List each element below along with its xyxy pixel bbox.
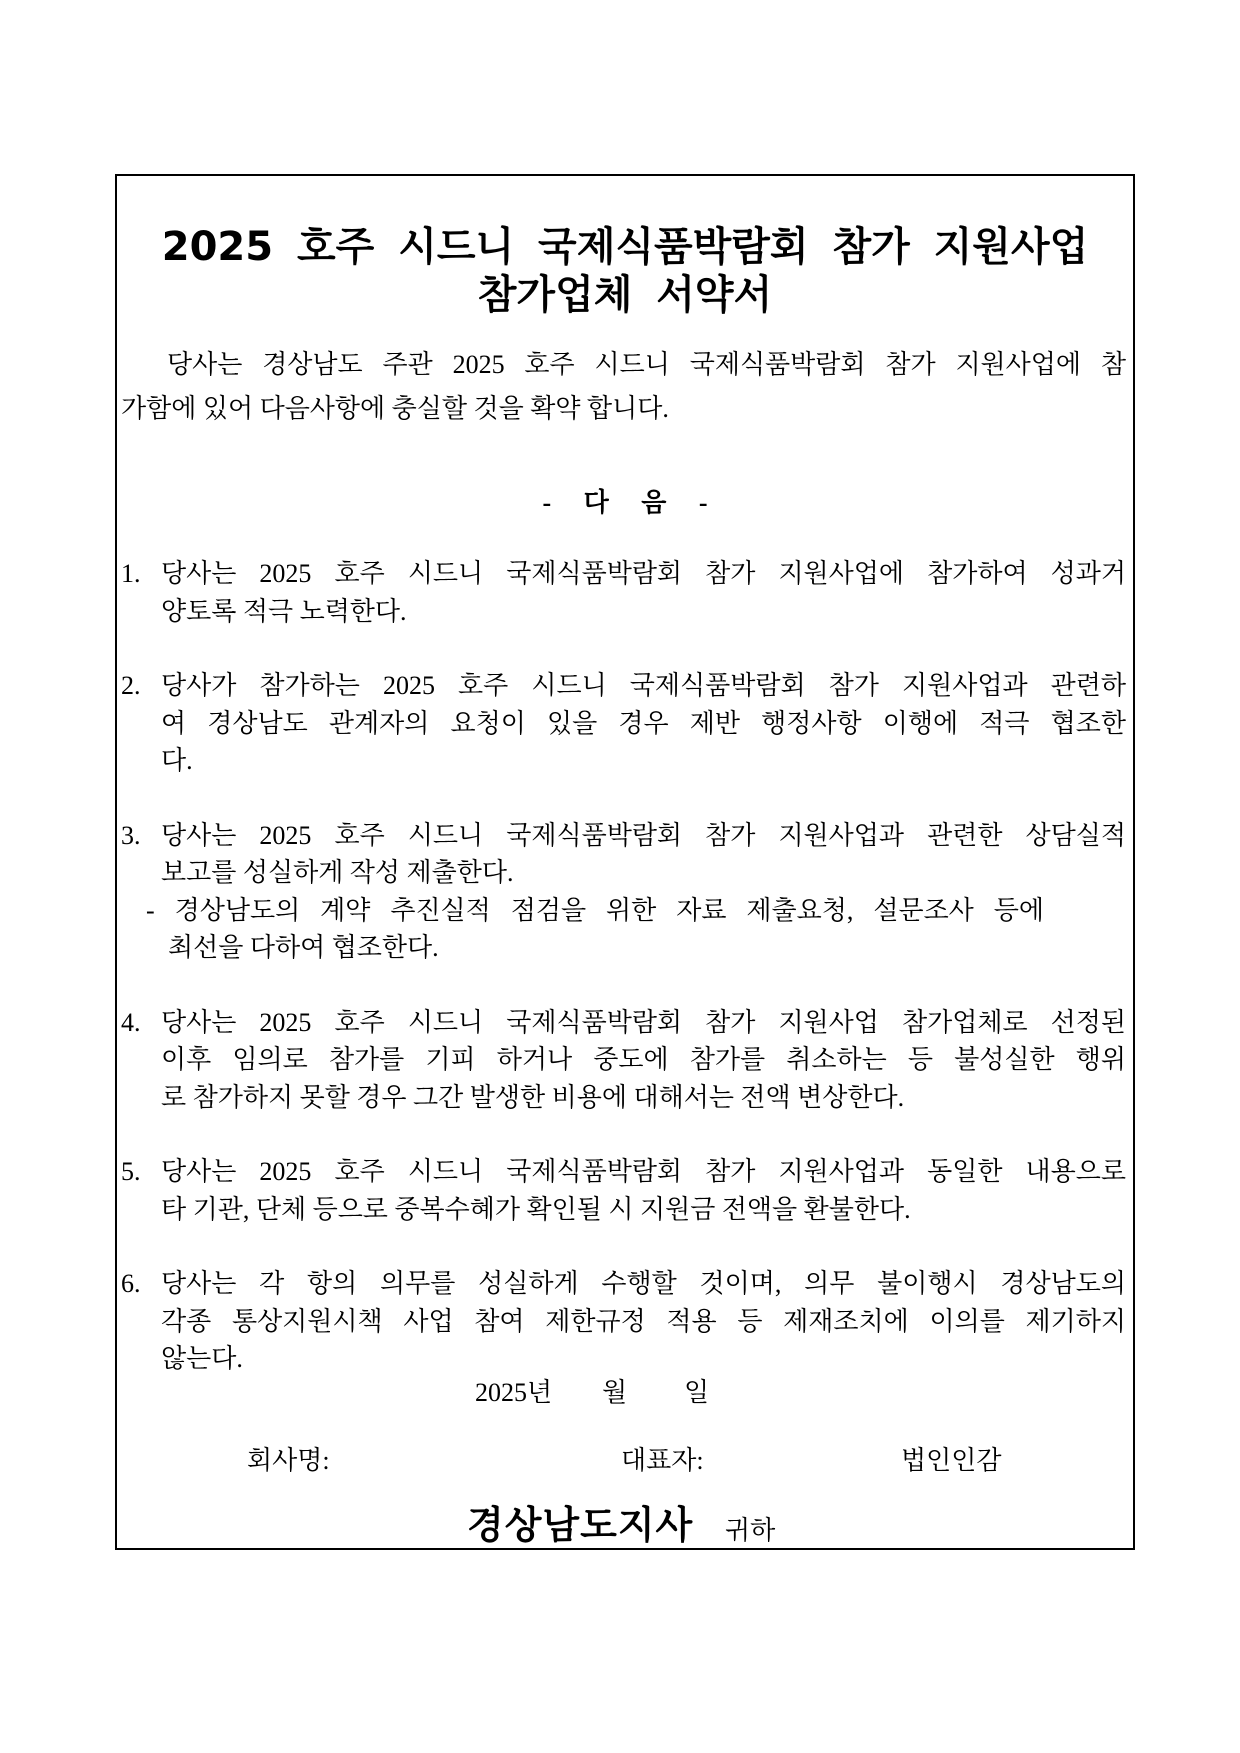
clause-number: 2. bbox=[121, 671, 141, 700]
clause-2 bbox=[121, 667, 1126, 780]
representative-label: 대표자: bbox=[621, 1446, 704, 1475]
pledge-frame bbox=[115, 174, 1135, 1550]
clause-number: 1. bbox=[121, 559, 141, 588]
clause-line: 당사는 2025 호주 시드니 국제식품박람회 참가 지원사업과 관련한 상담실적 bbox=[161, 820, 1126, 850]
clause-line: 않는다. bbox=[161, 1344, 243, 1373]
intro-paragraph bbox=[121, 343, 1126, 431]
clause-6 bbox=[121, 1265, 1126, 1378]
clause-list bbox=[121, 555, 1126, 1378]
clause-number: 4. bbox=[121, 1007, 141, 1037]
clause-5 bbox=[121, 1153, 1126, 1228]
clause-line: 로 참가하지 못할 경우 그간 발생한 비용에 대해서는 전액 변상한다. bbox=[161, 1082, 905, 1112]
title-line: 참가업체 서약서 bbox=[477, 272, 773, 318]
clause-line: 타 기관, 단체 등으로 중복수혜가 확인될 시 지원금 전액을 환불한다. bbox=[161, 1194, 911, 1224]
clause-number: 5. bbox=[121, 1157, 141, 1186]
clause-4 bbox=[121, 1004, 1126, 1117]
clause-number: 6. bbox=[121, 1269, 141, 1298]
clause-line: 양토록 적극 노력한다. bbox=[161, 596, 407, 626]
date-line bbox=[117, 1373, 1133, 1413]
clause-3 bbox=[121, 817, 1126, 967]
clause-line: 여 경상남도 관계자의 요청이 있을 경우 제반 행정사항 이행에 적극 협조한 bbox=[161, 708, 1126, 738]
clause-line: 이후 임의로 참가를 기피 하거나 중도에 참가를 취소하는 등 불성실한 행위 bbox=[161, 1045, 1126, 1074]
clause-line: 당사는 2025 호주 시드니 국제식품박람회 참가 지원사업 참가업체로 선정된 bbox=[161, 1007, 1126, 1037]
sub-bullet-line: - 경상남도의 계약 추진실적 점검을 위한 자료 제출요청, 설문조사 등에 bbox=[146, 895, 1044, 925]
intro-line: 당사는 경상남도 주관 2025 호주 시드니 국제식품박람회 참가 지원사업에 참 bbox=[167, 350, 1126, 379]
corporate-seal-label: 법인인감 bbox=[901, 1446, 1002, 1475]
date-year: 2025년 bbox=[475, 1378, 553, 1407]
date-month: 월 bbox=[602, 1378, 628, 1407]
title-line: 2025 호주 시드니 국제식품박람회 참가 지원사업 bbox=[161, 224, 1089, 270]
document-title bbox=[117, 223, 1133, 319]
clause-line: 당사는 2025 호주 시드니 국제식품박람회 참가 지원사업에 참가하여 성과거 bbox=[161, 559, 1126, 588]
clause-line: 다. bbox=[161, 746, 193, 775]
signature-line bbox=[117, 1441, 1133, 1481]
date-day: 일 bbox=[684, 1378, 710, 1407]
clause-1 bbox=[121, 555, 1126, 630]
intro-line: 가함에 있어 다음사항에 충실할 것을 확약 합니다. bbox=[121, 394, 669, 423]
sub-bullet-line: 최선을 다하여 협조한다. bbox=[168, 933, 439, 962]
clause-line: 당사는 각 항의 의무를 성실하게 수행할 것이며, 의무 불이행시 경상남도의 bbox=[161, 1269, 1126, 1298]
addressee-honorific: 귀하 bbox=[725, 1516, 776, 1545]
company-name-label: 회사명: bbox=[247, 1446, 330, 1475]
addressee-name: 경상남도지사 bbox=[467, 1503, 694, 1547]
clause-number: 3. bbox=[121, 820, 141, 850]
clause-line: 각종 통상지원시책 사업 참여 제한규정 적용 등 제재조치에 이의를 제기하지 bbox=[161, 1306, 1126, 1336]
clause-line: 보고를 성실하게 작성 제출한다. bbox=[161, 858, 514, 887]
clause-line: 당사는 2025 호주 시드니 국제식품박람회 참가 지원사업과 동일한 내용으로 bbox=[161, 1157, 1126, 1186]
clause-line: 당사가 참가하는 2025 호주 시드니 국제식품박람회 참가 지원사업과 관련하 bbox=[161, 671, 1126, 700]
section-heading: - 다 음 - bbox=[542, 488, 708, 517]
